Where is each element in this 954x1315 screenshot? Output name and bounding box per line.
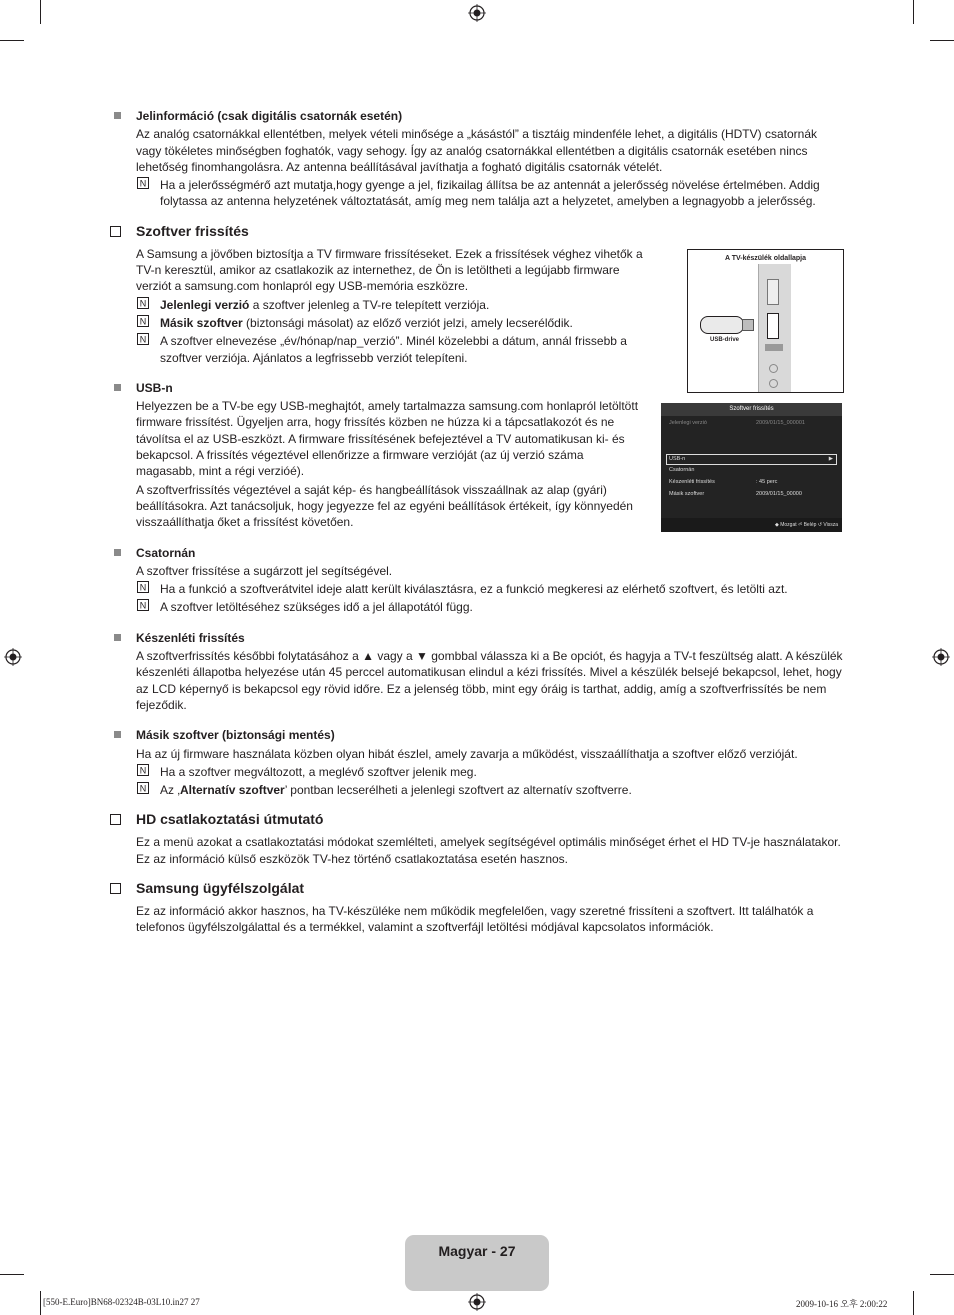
svg-text:N: N bbox=[139, 582, 147, 593]
svg-text:N: N bbox=[139, 765, 147, 776]
crop-mark bbox=[40, 1291, 41, 1315]
svg-text:N: N bbox=[139, 298, 147, 309]
footer-file-info: [550-E.Euro]BN68-02324B-03L10.in27 27 bbox=[43, 1297, 200, 1307]
note: N A szoftver elnevezése „év/hónap/nap_verzió”. Minél közelebbi a dátum, annál frissebb a szoftver verziója. Ajánlatos a legfrissebb verziót telepíteni. bbox=[160, 333, 646, 366]
hdmi-port-icon bbox=[767, 279, 779, 305]
jack-icon bbox=[769, 364, 778, 373]
registration-mark-icon bbox=[4, 648, 22, 666]
paragraph: A szoftverfrissítés későbbi folytatásához a ▲ vagy a ▼ gombbal válassza ki a Be opciót, és hagyja a TV-t feszültség alatt. A készülék készenléti állapotba helyezése után 45 perccel automatikusan elindul a kézi frissítés. Mivel a készülék belsejé bekapcsol, lehet, hogy az LCD képernyő is bekapcsol egy rövid időre. Ez a jelenség több, mint egy óráig is tarthat, addig, amíg a szoftverfrissítés be nem fejeződik. bbox=[136, 649, 843, 712]
svg-text:N: N bbox=[139, 600, 147, 611]
crop-mark bbox=[0, 40, 24, 41]
usb-drive-label: USB-drive bbox=[710, 337, 740, 343]
subheading: Másik szoftver (biztonsági mentés) bbox=[110, 727, 845, 743]
checkbox-bullet-icon bbox=[110, 883, 121, 894]
paragraph: A Samsung a jövőben biztosítja a TV firmware frissítéseket. Ezek a frissítések véghez vihetők a TV-n keresztül, amikor az csatlakozik az internethez, de Ön is letöltheti a legújabb firmware verziót a samsung.com honlapról egy USB-memória eszközre. bbox=[136, 246, 643, 294]
usb-port-icon bbox=[767, 313, 779, 339]
osd-row-usb[interactable]: USB-n ▶ bbox=[666, 454, 837, 465]
subheading: Jelinformáció (csak digitális csatornák esetén) bbox=[110, 108, 845, 124]
paragraph: A szoftver frissítése a sugárzott jel segítségével. bbox=[136, 563, 393, 578]
note: N Ha a jelerősségmérő azt mutatja,hogy gyenge a jel, fizikailag állítsa be az antennát a jelerősség növelése értelmében. Addig folytassa az antenna helyzetének változtatását, amíg meg nem találja azt a helyzetet, amelyben a legnagyobb a jelerősség. bbox=[160, 177, 845, 210]
square-bullet-icon bbox=[114, 549, 121, 556]
footer-date: 2009-10-16 오후 2:00:22 bbox=[796, 1299, 888, 1309]
note: N Ha a funkció a szoftverátvitel ideje alatt került kiválasztásra, ez a funkció megkeresi az elérhető szoftvert, és letölti azt. bbox=[160, 581, 845, 597]
crop-mark bbox=[913, 0, 914, 24]
osd-footer: ◆ Mozgat ⏎ Belép ↺ Vissza bbox=[661, 518, 842, 532]
svg-text:N: N bbox=[139, 783, 147, 794]
svg-text:N: N bbox=[139, 316, 147, 327]
square-bullet-icon bbox=[114, 112, 121, 119]
page-number-tab bbox=[405, 1235, 549, 1291]
registration-mark-icon bbox=[468, 4, 486, 22]
paragraph: Helyezzen be a TV-be egy USB-meghajtót, amely tartalmazza samsung.com honlapról letöltött firmware frissítést. Ügyeljen arra, hogy frissítés közben ne húzza ki a tápcsatlakozót és ne távolítsa el az USB-eszközt. A firmware frissítésének befejeztével a TV automatikusan ki- és bekapcsol. A frissítés végeztével ellenőrizze a firmware verzióját (az új verzió száma magasabb, mint a régi verzióé). bbox=[136, 399, 639, 479]
subheading: USB-n bbox=[110, 380, 845, 396]
subheading: Készenléti frissítés bbox=[110, 630, 845, 646]
note: N Másik szoftver (biztonsági másolat) az előző verziót jelzi, amely lecserélődik. bbox=[160, 315, 646, 331]
usb-plug-icon bbox=[742, 319, 754, 331]
note-icon bbox=[137, 581, 149, 593]
crop-mark bbox=[40, 0, 41, 24]
note: N A szoftver letöltéséhez szükséges idő a jel állapotától függ. bbox=[160, 599, 845, 615]
crop-mark bbox=[930, 40, 954, 41]
registration-mark-icon bbox=[468, 1293, 486, 1311]
note: N Ha a szoftver megváltozott, a meglévő szoftver jelenik meg. bbox=[160, 764, 845, 780]
section-heading: HD csatlakoztatási útmutató bbox=[110, 810, 845, 828]
section-hd-guide bbox=[110, 810, 845, 867]
crop-mark bbox=[930, 1274, 954, 1275]
subheading: Csatornán bbox=[110, 545, 845, 561]
square-bullet-icon bbox=[114, 731, 121, 738]
svg-text:N: N bbox=[139, 178, 147, 189]
note-icon bbox=[137, 599, 149, 611]
registration-mark-icon bbox=[932, 648, 950, 666]
figure-caption: A TV-készülék oldallapja bbox=[724, 255, 807, 262]
note-icon bbox=[137, 297, 149, 309]
osd-row-current-version: Jelenlegi verzió 2009/01/15_000001 bbox=[669, 420, 805, 426]
paragraph: Ha az új firmware használata közben olyan hibát észlel, amely zavarja a működést, visszaállíthatja a szoftver előző verzióját. bbox=[136, 746, 798, 761]
usb-drive-icon bbox=[700, 316, 744, 334]
osd-row-alternative[interactable]: Másik szoftver 2009/01/15_00000 bbox=[669, 491, 802, 497]
section-signal-info bbox=[110, 108, 845, 210]
note-icon bbox=[137, 177, 149, 189]
jack-icon bbox=[769, 379, 778, 388]
crop-mark bbox=[0, 1274, 24, 1275]
note-icon bbox=[137, 315, 149, 327]
port-label-icon bbox=[765, 344, 783, 351]
osd-row-channel[interactable]: Csatornán bbox=[669, 467, 695, 473]
note-icon bbox=[137, 764, 149, 776]
square-bullet-icon bbox=[114, 634, 121, 641]
square-bullet-icon bbox=[114, 384, 121, 391]
note-icon bbox=[137, 333, 149, 345]
checkbox-bullet-icon bbox=[110, 226, 121, 237]
paragraph: A szoftverfrissítés végeztével a saját kép- és hangbeállítások visszaállnak az alap (gyári) beállításokra. Azt tanácsoljuk, hogy jegyezze fel az egyéni beállítások értékeit, így könnyedén visszaállíthatja őket a frissítést követően. bbox=[136, 482, 633, 530]
osd-title: Szoftver frissítés bbox=[661, 403, 842, 416]
section-heading: Samsung ügyfélszolgálat bbox=[110, 879, 845, 897]
section-support bbox=[110, 879, 845, 936]
note: N Jelenlegi verzió a szoftver jelenleg a TV-re telepített verziója. bbox=[160, 297, 646, 313]
checkbox-bullet-icon bbox=[110, 814, 121, 825]
tv-side-panel-figure bbox=[687, 249, 844, 393]
note-icon bbox=[137, 782, 149, 794]
svg-text:N: N bbox=[139, 334, 147, 345]
osd-row-standby[interactable]: Készenléti frissítés : 45 perc bbox=[669, 479, 778, 485]
paragraph: Ez az információ akkor hasznos, ha TV-készüléke nem működik megfelelően, vagy szeretné frissíteni a szoftvert. Itt találhatók a telefonos ügyfélszolgálattal és a termékkel, valamint a szoftverfájl letöltési módjával kapcsolatos információk. bbox=[136, 903, 814, 935]
tv-side-panel bbox=[758, 264, 791, 392]
paragraph: Ez a menü azokat a csatlakoztatási módokat szemlélteti, amelyek segítségével optimális minőséget érhet el HD TV-je használatakor. Ez az információ külső eszközök TV-hez történő csatlakoztatása esetén hasznos. bbox=[136, 835, 841, 866]
arrow-right-icon: ▶ bbox=[828, 456, 833, 462]
note: N Az ‚Alternatív szoftver’ pontban lecserélheti a jelenlegi szoftvert az alternatív szoftverre. bbox=[160, 782, 845, 798]
section-heading: Szoftver frissítés bbox=[110, 222, 845, 240]
software-update-osd bbox=[661, 403, 842, 532]
crop-mark bbox=[913, 1291, 914, 1315]
page-number: Magyar - 27 bbox=[438, 1243, 516, 1259]
paragraph: Az analóg csatornákkal ellentétben, melyek vételi minősége a „kásástól” a tisztáig mindenféle lehet, a digitális (HDTV) csatornák vagy tökéletes minőségben foghatók, vagy sehogy. Így az analóg csatornákkal ellentétben a digitális csatornák esetében nincs lehetőség finomhangolásra. Az antenna beállításával javíthatja a fogható digitális csatornák vételét. bbox=[136, 127, 817, 174]
